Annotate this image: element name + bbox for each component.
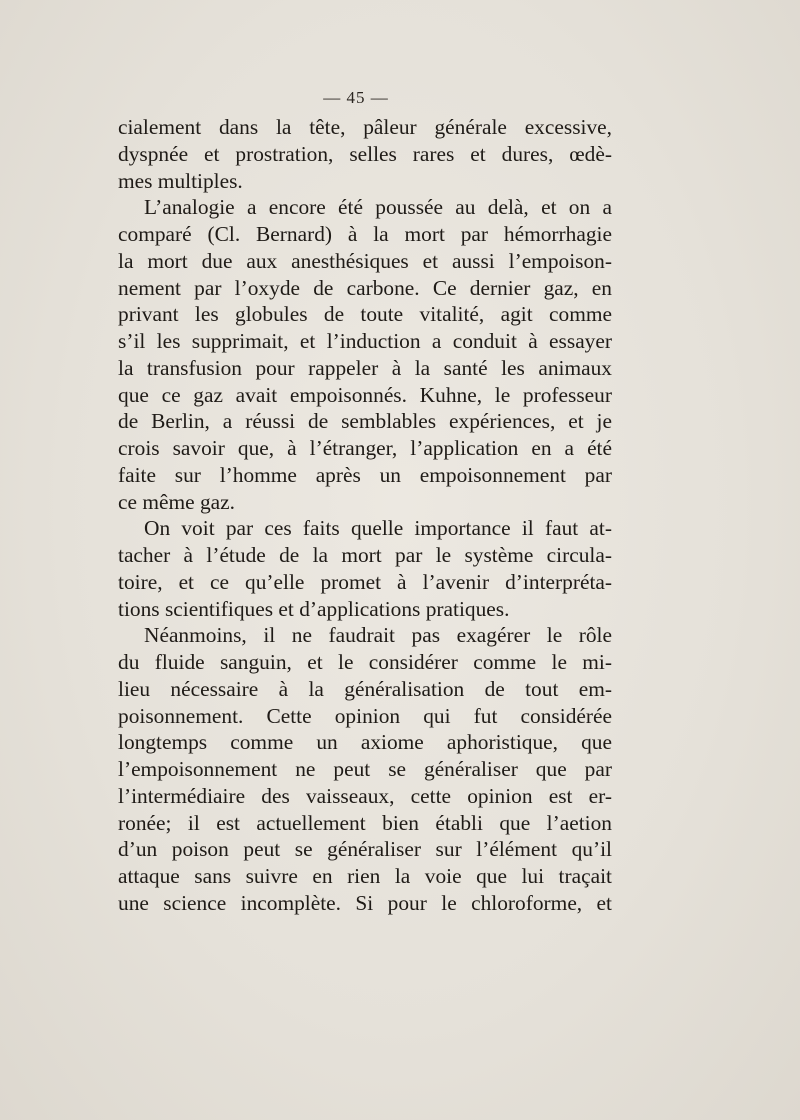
text-line: ronée; il est actuellement bien établi que l’aetion [118,810,612,835]
text-line: de Berlin, a réussi de semblables expériences, et je [118,409,612,434]
text-line: longtemps comme un axiome aphoristique, que [118,730,612,755]
text-line: la mort due aux anesthésiques et aussi l’empoison- [118,248,612,273]
page-number: — 45 — [323,88,389,107]
text-line: l’intermédiaire des vaisseaux, cette opinion est er- [118,783,612,808]
text-line: crois savoir que, à l’étranger, l’application en a été [118,436,612,460]
text-line: faite sur l’homme après un empoisonnement par [118,462,612,487]
text-line: une science incomplète. Si pour le chloroforme, et [118,890,612,915]
text-line: On voit par ces faits quelle importance il faut at- [144,516,612,541]
text-line: poisonnement. Cette opinion qui fut considérée [118,703,612,728]
text-line: dyspnée et prostration, selles rares et dures, œdè- [118,141,612,166]
text-line: toire, et ce qu’elle promet à l’avenir d’interpréta- [118,569,612,594]
text-line: la transfusion pour rappeler à la santé les animaux [118,355,612,380]
text-line: Néanmoins, il ne faudrait pas exagérer le rôle [144,623,612,648]
text-line: privant les globules de toute vitalité, agit comme [118,302,612,327]
text-line: du fluide sanguin, et le considérer comme le mi- [118,650,612,674]
text-line: tacher à l’étude de la mort par le système circula- [118,543,612,567]
text-line: comparé (Cl. Bernard) à la mort par hémorrhagie [118,222,612,246]
text-line: lieu nécessaire à la généralisation de tout em- [118,676,612,701]
text-line: mes multiples. [118,168,243,193]
text-line: s’il les supprimait, et l’induction a conduit à essayer [118,329,612,353]
text-line: que ce gaz avait empoisonnés. Kuhne, le professeur [118,382,612,407]
body-text [118,114,612,917]
text-line: ce même gaz. [118,489,235,514]
text-line: L’analogie a encore été poussée au delà, et on a [144,195,612,220]
text-line: tions scientifiques et d’applications pratiques. [118,596,510,621]
text-line: d’un poison peut se généraliser sur l’élément qu’il [118,837,612,862]
text-line: l’empoisonnement ne peut se généraliser que par [118,757,612,781]
text-line: nement par l’oxyde de carbone. Ce dernier gaz, en [118,275,612,300]
text-line: cialement dans la tête, pâleur générale excessive, [118,115,612,139]
text-line: attaque sans suivre en rien la voie que lui traçait [118,864,612,888]
